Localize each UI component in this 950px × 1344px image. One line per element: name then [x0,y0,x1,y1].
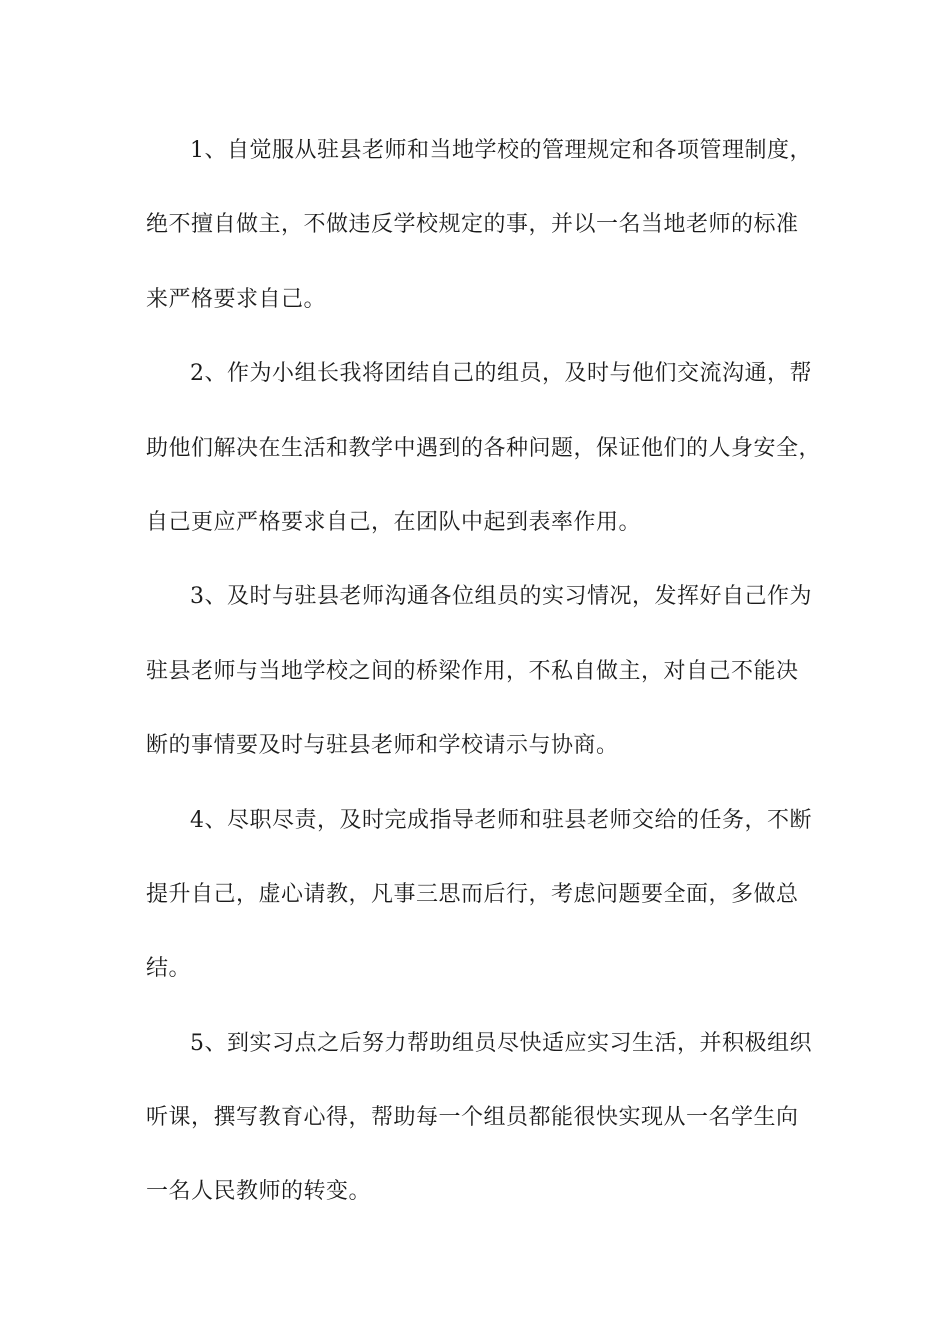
paragraph-line: 4、尽职尽责，及时完成指导老师和驻县老师交给的任务，不断 [190,807,812,833]
paragraph-line: 1、自觉服从驻县老师和当地学校的管理规定和各项管理制度， [190,138,812,163]
paragraph-line: 听课，撰写教育心得，帮助每一个组员都能很快实现从一名学生向 [146,1105,799,1131]
paragraph-line: 自己更应严格要求自己，在团队中起到表率作用。 [146,509,642,535]
paragraph-line: 一名人民教师的转变。 [146,1179,372,1205]
paragraph-line: 驻县老师与当地学校之间的桥梁作用，不私自做主，对自己不能决 [146,658,799,684]
paragraph-1 [146,131,836,354]
paragraph-line: 助他们解决在生活和教学中遇到的各种问题，保证他们的人身安全， [146,435,822,461]
paragraph-line: 来严格要求自己。 [146,286,327,312]
paragraph-line: 提升自己，虚心请教，凡事三思而后行，考虑问题要全面，多做总 [146,881,799,907]
document-body [146,131,836,1247]
paragraph-line: 3、及时与驻县老师沟通各位组员的实习情况，发挥好自己作为 [190,584,812,610]
paragraph-5 [146,1024,836,1247]
paragraph-line: 结。 [146,956,192,982]
paragraph-line: 2、作为小组长我将团结自己的组员，及时与他们交流沟通，帮 [190,361,812,387]
paragraph-2 [146,354,836,577]
paragraph-3 [146,577,836,800]
paragraph-line: 绝不擅自做主，不做违反学校规定的事，并以一名当地老师的标准 [146,212,799,238]
paragraph-line: 5、到实习点之后努力帮助组员尽快适应实习生活，并积极组织 [190,1030,812,1056]
paragraph-4 [146,801,836,1024]
paragraph-line: 断的事情要及时与驻县老师和学校请示与协商。 [146,733,619,759]
